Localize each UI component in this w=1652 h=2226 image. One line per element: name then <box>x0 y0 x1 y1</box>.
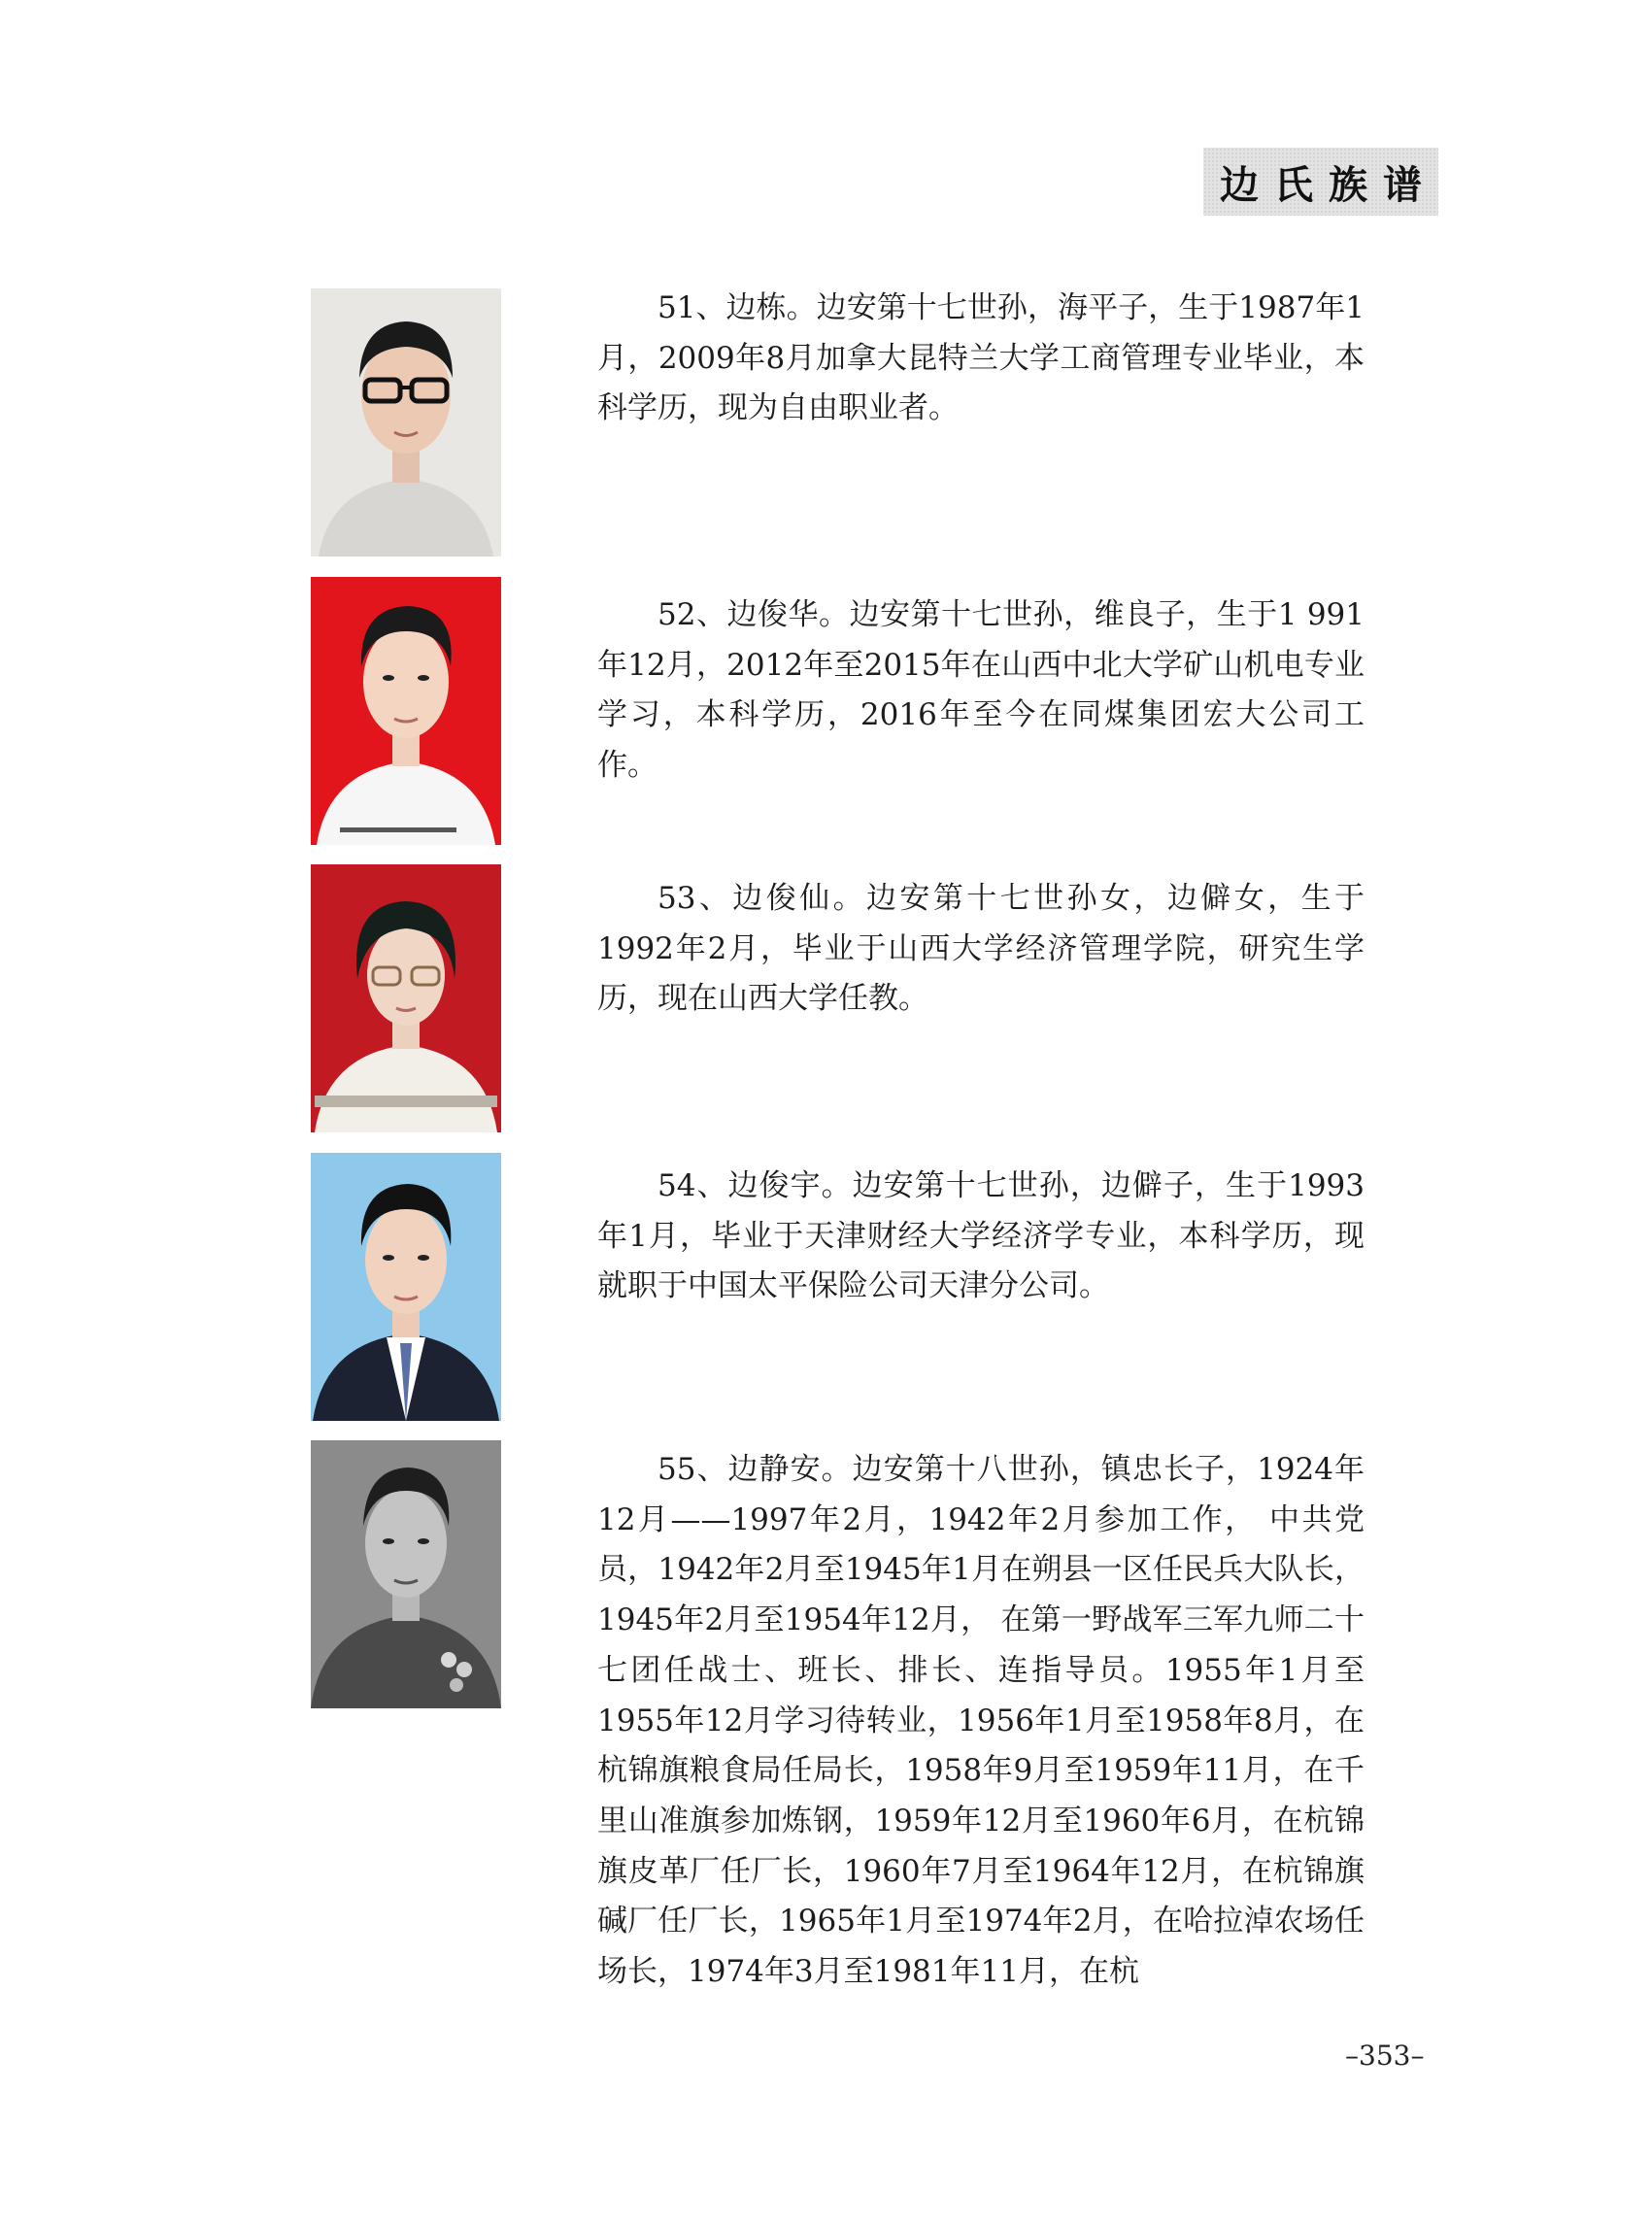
entry-text: 52、边俊华。边安第十七世孙，维良子，生于1 991年12月，2012年至2015年在山西中北大学矿山机电专业学习，本科学历，2016年至今在同煤集团宏大公司工作。 <box>597 597 1365 784</box>
portrait-image <box>311 1440 501 1708</box>
portrait-photo <box>311 577 501 845</box>
portrait-image <box>311 577 501 845</box>
running-header <box>1203 148 1438 216</box>
portrait-image <box>311 288 501 556</box>
entry-text: 51、边栋。边安第十七世孙，海平子，生于1987年1月，2009年8月加拿大昆特兰大学工商管理专业毕业，本科学历，现为自由职业者。 <box>597 290 1365 426</box>
portrait-photo <box>311 864 501 1132</box>
book-title: 边氏族谱 <box>1220 162 1437 208</box>
portrait-image <box>311 1153 501 1421</box>
entry-text: 54、边俊宇。边安第十七世孙，边僻子，生于1993年1月，毕业于天津财经大学经济学专业，本科学历，现就职于中国太平保险公司天津分公司。 <box>597 1168 1365 1304</box>
entry-text: 53、边俊仙。边安第十七世孙女，边僻女，生于1992年2月，毕业于山西大学经济管理学院，研究生学历，现在山西大学任教。 <box>597 881 1365 1017</box>
portrait-photo <box>311 1440 501 1708</box>
portrait-photo <box>311 1153 501 1421</box>
entry-text: 55、边静安。边安第十八世孙，镇忠长子，1924年12月——1997年2月，1942年2月参加工作， 中共党员，1942年2月至1945年1月在朔县一区任民兵大队长，1945年2月至1954年12月， 在第一野战军三军九师二十七团任战士、班长、排长、连指导员。1955年1月至1955年12月学习待转业，1956年1月至1958年8月，在杭锦旗粮食局任局长，1958年9月至1959年11月，在千里山准旗参加炼钢，1959年12月至1960年6月，在杭锦旗皮革厂任厂长，1960年7月至1964年12月，在杭锦旗碱厂任厂长，1965年1月至1974年2月，在哈拉淖农场任场长，1974年3月至1981年11月，在杭 <box>597 1452 1365 1990</box>
page-number: –353– <box>1345 2040 1425 2072</box>
portrait-image <box>311 864 501 1132</box>
portrait-photo <box>311 288 501 556</box>
